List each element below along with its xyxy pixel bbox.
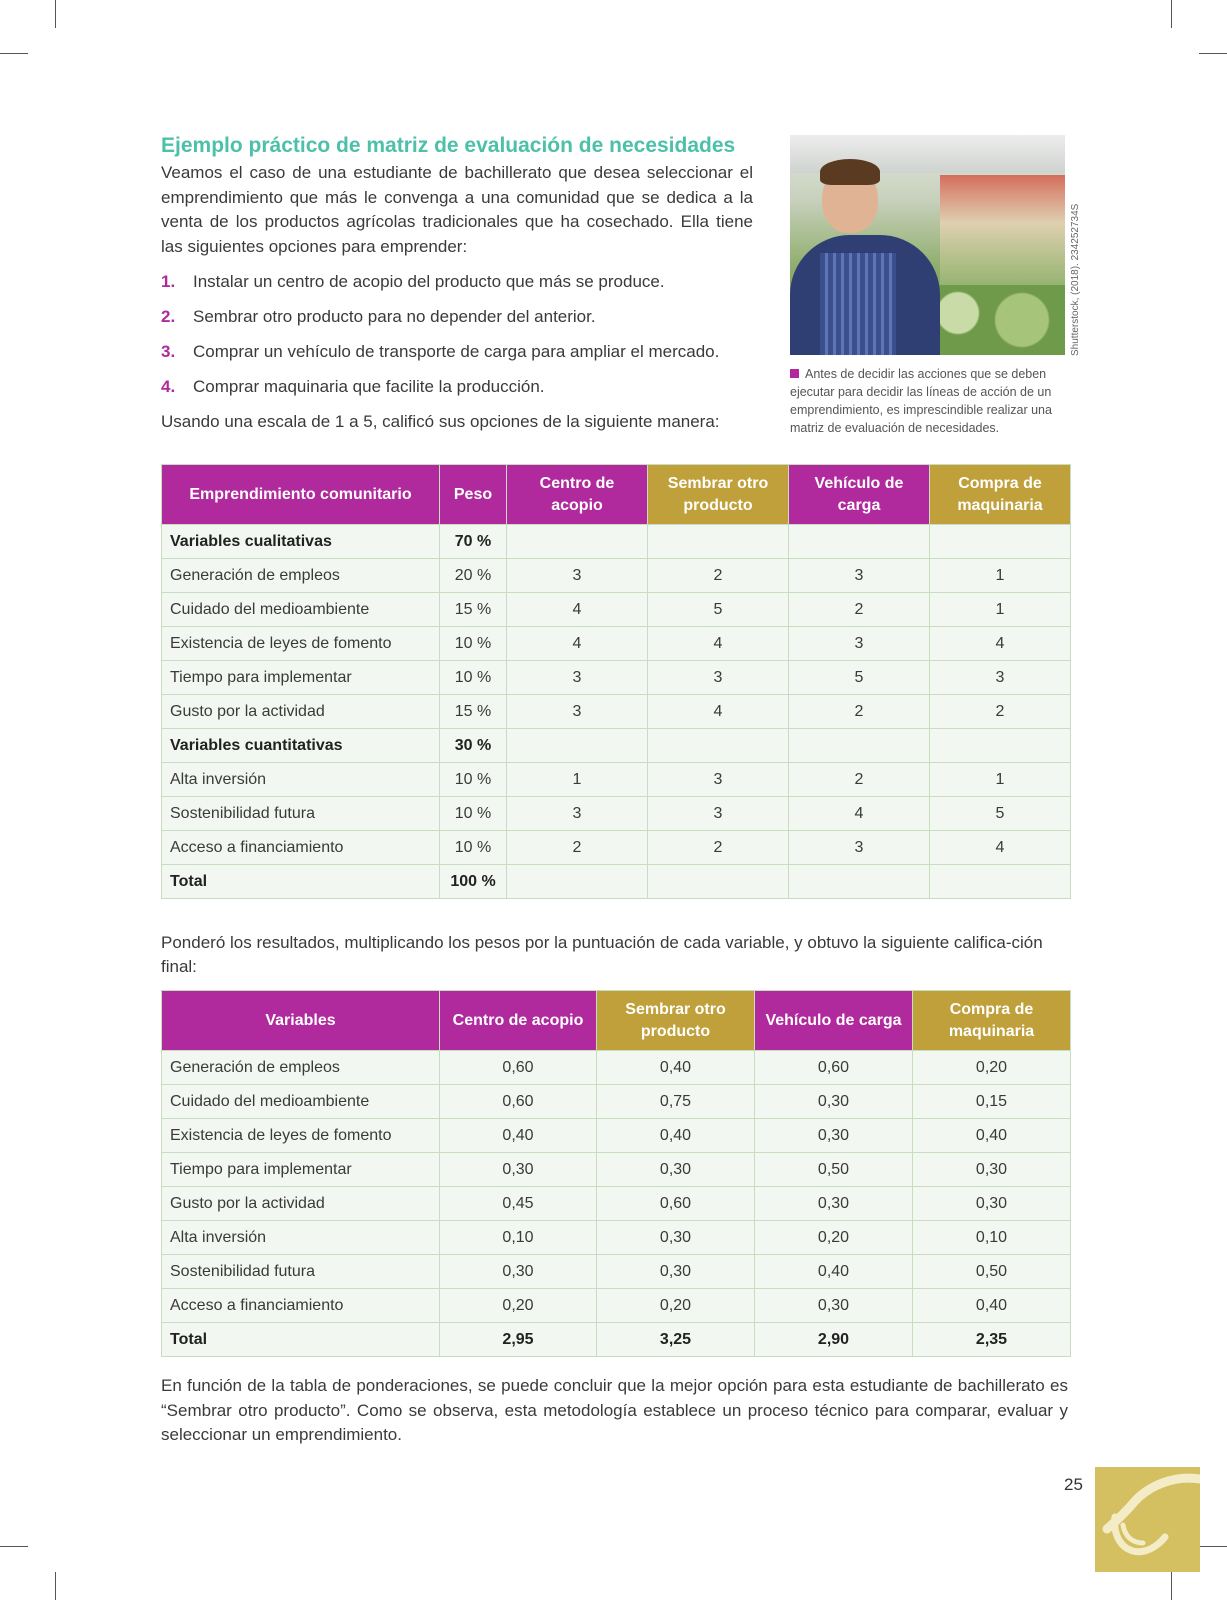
value-cell: 0,20 [440, 1289, 597, 1323]
column-header: Vehículo de carga [755, 991, 913, 1051]
value-cell: 0,30 [913, 1153, 1071, 1187]
column-header: Compra de maquinaria [930, 465, 1071, 525]
value-cell: 0,40 [440, 1119, 597, 1153]
value-cell: 0,30 [913, 1187, 1071, 1221]
value-cell: 0,30 [597, 1221, 755, 1255]
column-header: Centro de acopio [440, 991, 597, 1051]
table-row [162, 865, 1071, 899]
score-cell: 2 [507, 831, 648, 865]
weighted-results-table [161, 990, 1071, 1357]
score-cell: 3 [789, 831, 930, 865]
column-header: Emprendimiento comunitario [162, 465, 440, 525]
table-row [162, 593, 1071, 627]
score-cell: 5 [648, 593, 789, 627]
score-cell: 3 [507, 661, 648, 695]
option-text: Instalar un centro de acopio del producto que más se produce. [193, 272, 665, 291]
score-cell: 4 [648, 627, 789, 661]
row-label: Generación de empleos [162, 559, 440, 593]
caption-bullet-icon [790, 369, 799, 378]
crop-mark [55, 1572, 56, 1600]
table-row [162, 1187, 1071, 1221]
section-heading: Ejemplo práctico de matriz de evaluación de necesidades [161, 134, 736, 157]
value-cell: 0,30 [755, 1187, 913, 1221]
score-cell [930, 525, 1071, 559]
score-cell [507, 729, 648, 763]
row-label: Gusto por la actividad [162, 695, 440, 729]
score-cell: 2 [648, 831, 789, 865]
weight-cell: 15 % [440, 593, 507, 627]
score-cell [789, 525, 930, 559]
photo-credit: Shutterstock, (2018). 234252734S [1070, 203, 1081, 356]
score-cell: 3 [648, 763, 789, 797]
row-label: Existencia de leyes de fomento [162, 627, 440, 661]
table-row [162, 729, 1071, 763]
score-cell [789, 729, 930, 763]
value-cell: 0,60 [755, 1051, 913, 1085]
row-label: Acceso a financiamiento [162, 1289, 440, 1323]
row-label: Acceso a financiamiento [162, 831, 440, 865]
row-label: Cuidado del medioambiente [162, 593, 440, 627]
option-text: Comprar un vehículo de transporte de carga para ampliar el mercado. [193, 342, 720, 361]
score-cell: 2 [930, 695, 1071, 729]
list-item [161, 270, 761, 305]
score-cell: 3 [648, 797, 789, 831]
row-label: Total [162, 865, 440, 899]
score-cell: 3 [507, 695, 648, 729]
score-cell [648, 525, 789, 559]
score-cell: 4 [507, 593, 648, 627]
value-cell: 0,30 [440, 1153, 597, 1187]
score-cell: 4 [507, 627, 648, 661]
score-cell [648, 729, 789, 763]
table-row [162, 797, 1071, 831]
row-label: Tiempo para implementar [162, 1153, 440, 1187]
weight-cell: 100 % [440, 865, 507, 899]
value-cell: 0,15 [913, 1085, 1071, 1119]
table-row [162, 1085, 1071, 1119]
weight-cell: 10 % [440, 831, 507, 865]
table-row [162, 1153, 1071, 1187]
score-cell: 5 [789, 661, 930, 695]
score-cell: 1 [507, 763, 648, 797]
row-label: Variables cualitativas [162, 525, 440, 559]
option-number: 4. [161, 377, 176, 396]
score-cell: 3 [789, 627, 930, 661]
evaluation-matrix-table [161, 464, 1071, 899]
value-cell: 2,95 [440, 1323, 597, 1357]
score-cell: 5 [930, 797, 1071, 831]
weight-cell: 10 % [440, 797, 507, 831]
table-row [162, 627, 1071, 661]
value-cell: 0,60 [440, 1051, 597, 1085]
score-cell: 2 [789, 593, 930, 627]
value-cell: 0,40 [755, 1255, 913, 1289]
column-header: Sembrar otro producto [597, 991, 755, 1051]
score-cell: 4 [930, 627, 1071, 661]
value-cell: 0,30 [597, 1153, 755, 1187]
score-cell [507, 525, 648, 559]
value-cell: 0,75 [597, 1085, 755, 1119]
value-cell: 3,25 [597, 1323, 755, 1357]
photo-caption [790, 365, 1065, 437]
crop-mark [0, 53, 28, 54]
scale-text: Usando una escala de 1 a 5, calificó sus opciones de la siguiente manera: [161, 412, 720, 431]
value-cell: 0,20 [755, 1221, 913, 1255]
score-cell: 3 [648, 661, 789, 695]
score-cell: 4 [930, 831, 1071, 865]
table-row [162, 1051, 1071, 1085]
score-cell: 3 [507, 559, 648, 593]
value-cell: 0,20 [913, 1051, 1071, 1085]
value-cell: 0,30 [755, 1119, 913, 1153]
column-header: Vehículo de carga [789, 465, 930, 525]
option-number: 2. [161, 307, 176, 326]
hand-logo-icon [1095, 1467, 1200, 1572]
weight-cell: 10 % [440, 627, 507, 661]
value-cell: 0,30 [597, 1255, 755, 1289]
value-cell: 0,40 [913, 1119, 1071, 1153]
table-row [162, 1221, 1071, 1255]
score-cell: 4 [648, 695, 789, 729]
table-row [162, 1289, 1071, 1323]
score-cell [930, 865, 1071, 899]
row-label: Total [162, 1323, 440, 1357]
table-row [162, 661, 1071, 695]
row-label: Alta inversión [162, 1221, 440, 1255]
crop-mark [1199, 53, 1227, 54]
weight-cell: 20 % [440, 559, 507, 593]
table-row [162, 525, 1071, 559]
value-cell: 0,10 [440, 1221, 597, 1255]
value-cell: 0,40 [597, 1051, 755, 1085]
list-item [161, 340, 761, 375]
value-cell: 2,90 [755, 1323, 913, 1357]
crop-mark [0, 1546, 28, 1547]
column-header: Sembrar otro producto [648, 465, 789, 525]
score-cell: 3 [789, 559, 930, 593]
score-cell: 1 [930, 593, 1071, 627]
column-header: Peso [440, 465, 507, 525]
value-cell: 0,30 [755, 1085, 913, 1119]
options-list [161, 270, 761, 410]
table-row [162, 695, 1071, 729]
value-cell: 0,50 [755, 1153, 913, 1187]
score-cell: 2 [789, 695, 930, 729]
score-cell: 3 [930, 661, 1071, 695]
weight-cell: 30 % [440, 729, 507, 763]
option-text: Sembrar otro producto para no depender del anterior. [193, 307, 596, 326]
crop-mark [55, 0, 56, 28]
column-header: Centro de acopio [507, 465, 648, 525]
table-row [162, 559, 1071, 593]
value-cell: 2,35 [913, 1323, 1071, 1357]
row-label: Sostenibilidad futura [162, 1255, 440, 1289]
row-label: Existencia de leyes de fomento [162, 1119, 440, 1153]
weight-cell: 70 % [440, 525, 507, 559]
crop-mark [1199, 1546, 1227, 1547]
score-cell [648, 865, 789, 899]
list-item [161, 305, 761, 340]
caption-text: Antes de decidir las acciones que se deben ejecutar para decidir las líneas de acción de un emprendimiento, es imprescindible realizar una matriz de evaluación de necesidades. [790, 367, 1052, 435]
score-cell: 3 [507, 797, 648, 831]
score-cell: 2 [789, 763, 930, 797]
value-cell: 0,30 [440, 1255, 597, 1289]
market-vendor-photo [790, 135, 1065, 355]
score-cell [930, 729, 1071, 763]
weight-cell: 15 % [440, 695, 507, 729]
list-item [161, 375, 761, 410]
option-number: 1. [161, 272, 176, 291]
value-cell: 0,20 [597, 1289, 755, 1323]
row-label: Generación de empleos [162, 1051, 440, 1085]
conclusion-paragraph: En función de la tabla de ponderaciones, se puede concluir que la mejor opción para esta estudiante de bachillerato es “Sembrar otro producto”. Como se observa, esta metodología establece un proceso técnico para comparar, evaluar y seleccionar un emprendimiento. [161, 1376, 1068, 1444]
row-label: Alta inversión [162, 763, 440, 797]
score-cell: 2 [648, 559, 789, 593]
value-cell: 0,10 [913, 1221, 1071, 1255]
row-label: Sostenibilidad futura [162, 797, 440, 831]
row-label: Variables cuantitativas [162, 729, 440, 763]
table-row [162, 1323, 1071, 1357]
score-cell: 1 [930, 559, 1071, 593]
score-cell: 1 [930, 763, 1071, 797]
value-cell: 0,45 [440, 1187, 597, 1221]
row-label: Tiempo para implementar [162, 661, 440, 695]
table-row [162, 1119, 1071, 1153]
weight-cell: 10 % [440, 661, 507, 695]
column-header: Variables [162, 991, 440, 1051]
option-number: 3. [161, 342, 176, 361]
weight-cell: 10 % [440, 763, 507, 797]
ponder-paragraph: Ponderó los resultados, multiplicando los pesos por la puntuación de cada variable, y obtuvo la siguiente califica-ción final: [161, 933, 1043, 976]
value-cell: 0,60 [440, 1085, 597, 1119]
value-cell: 0,50 [913, 1255, 1071, 1289]
row-label: Cuidado del medioambiente [162, 1085, 440, 1119]
value-cell: 0,40 [913, 1289, 1071, 1323]
value-cell: 0,40 [597, 1119, 755, 1153]
value-cell: 0,30 [755, 1289, 913, 1323]
intro-paragraph: Veamos el caso de una estudiante de bachillerato que desea seleccionar el emprendimiento que más le convenga a una comunidad que se dedica a la venta de los productos agrícolas tradicionales que ha cosechado. Ella tiene las siguientes opciones para emprender: [161, 163, 753, 256]
table-row [162, 1255, 1071, 1289]
crop-mark [1171, 1572, 1172, 1600]
option-text: Comprar maquinaria que facilite la producción. [193, 377, 545, 396]
score-cell [507, 865, 648, 899]
column-header: Compra de maquinaria [913, 991, 1071, 1051]
score-cell: 4 [789, 797, 930, 831]
value-cell: 0,60 [597, 1187, 755, 1221]
table-row [162, 831, 1071, 865]
page-number: 25 [1064, 1475, 1083, 1494]
table-row [162, 763, 1071, 797]
score-cell [789, 865, 930, 899]
row-label: Gusto por la actividad [162, 1187, 440, 1221]
crop-mark [1171, 0, 1172, 28]
